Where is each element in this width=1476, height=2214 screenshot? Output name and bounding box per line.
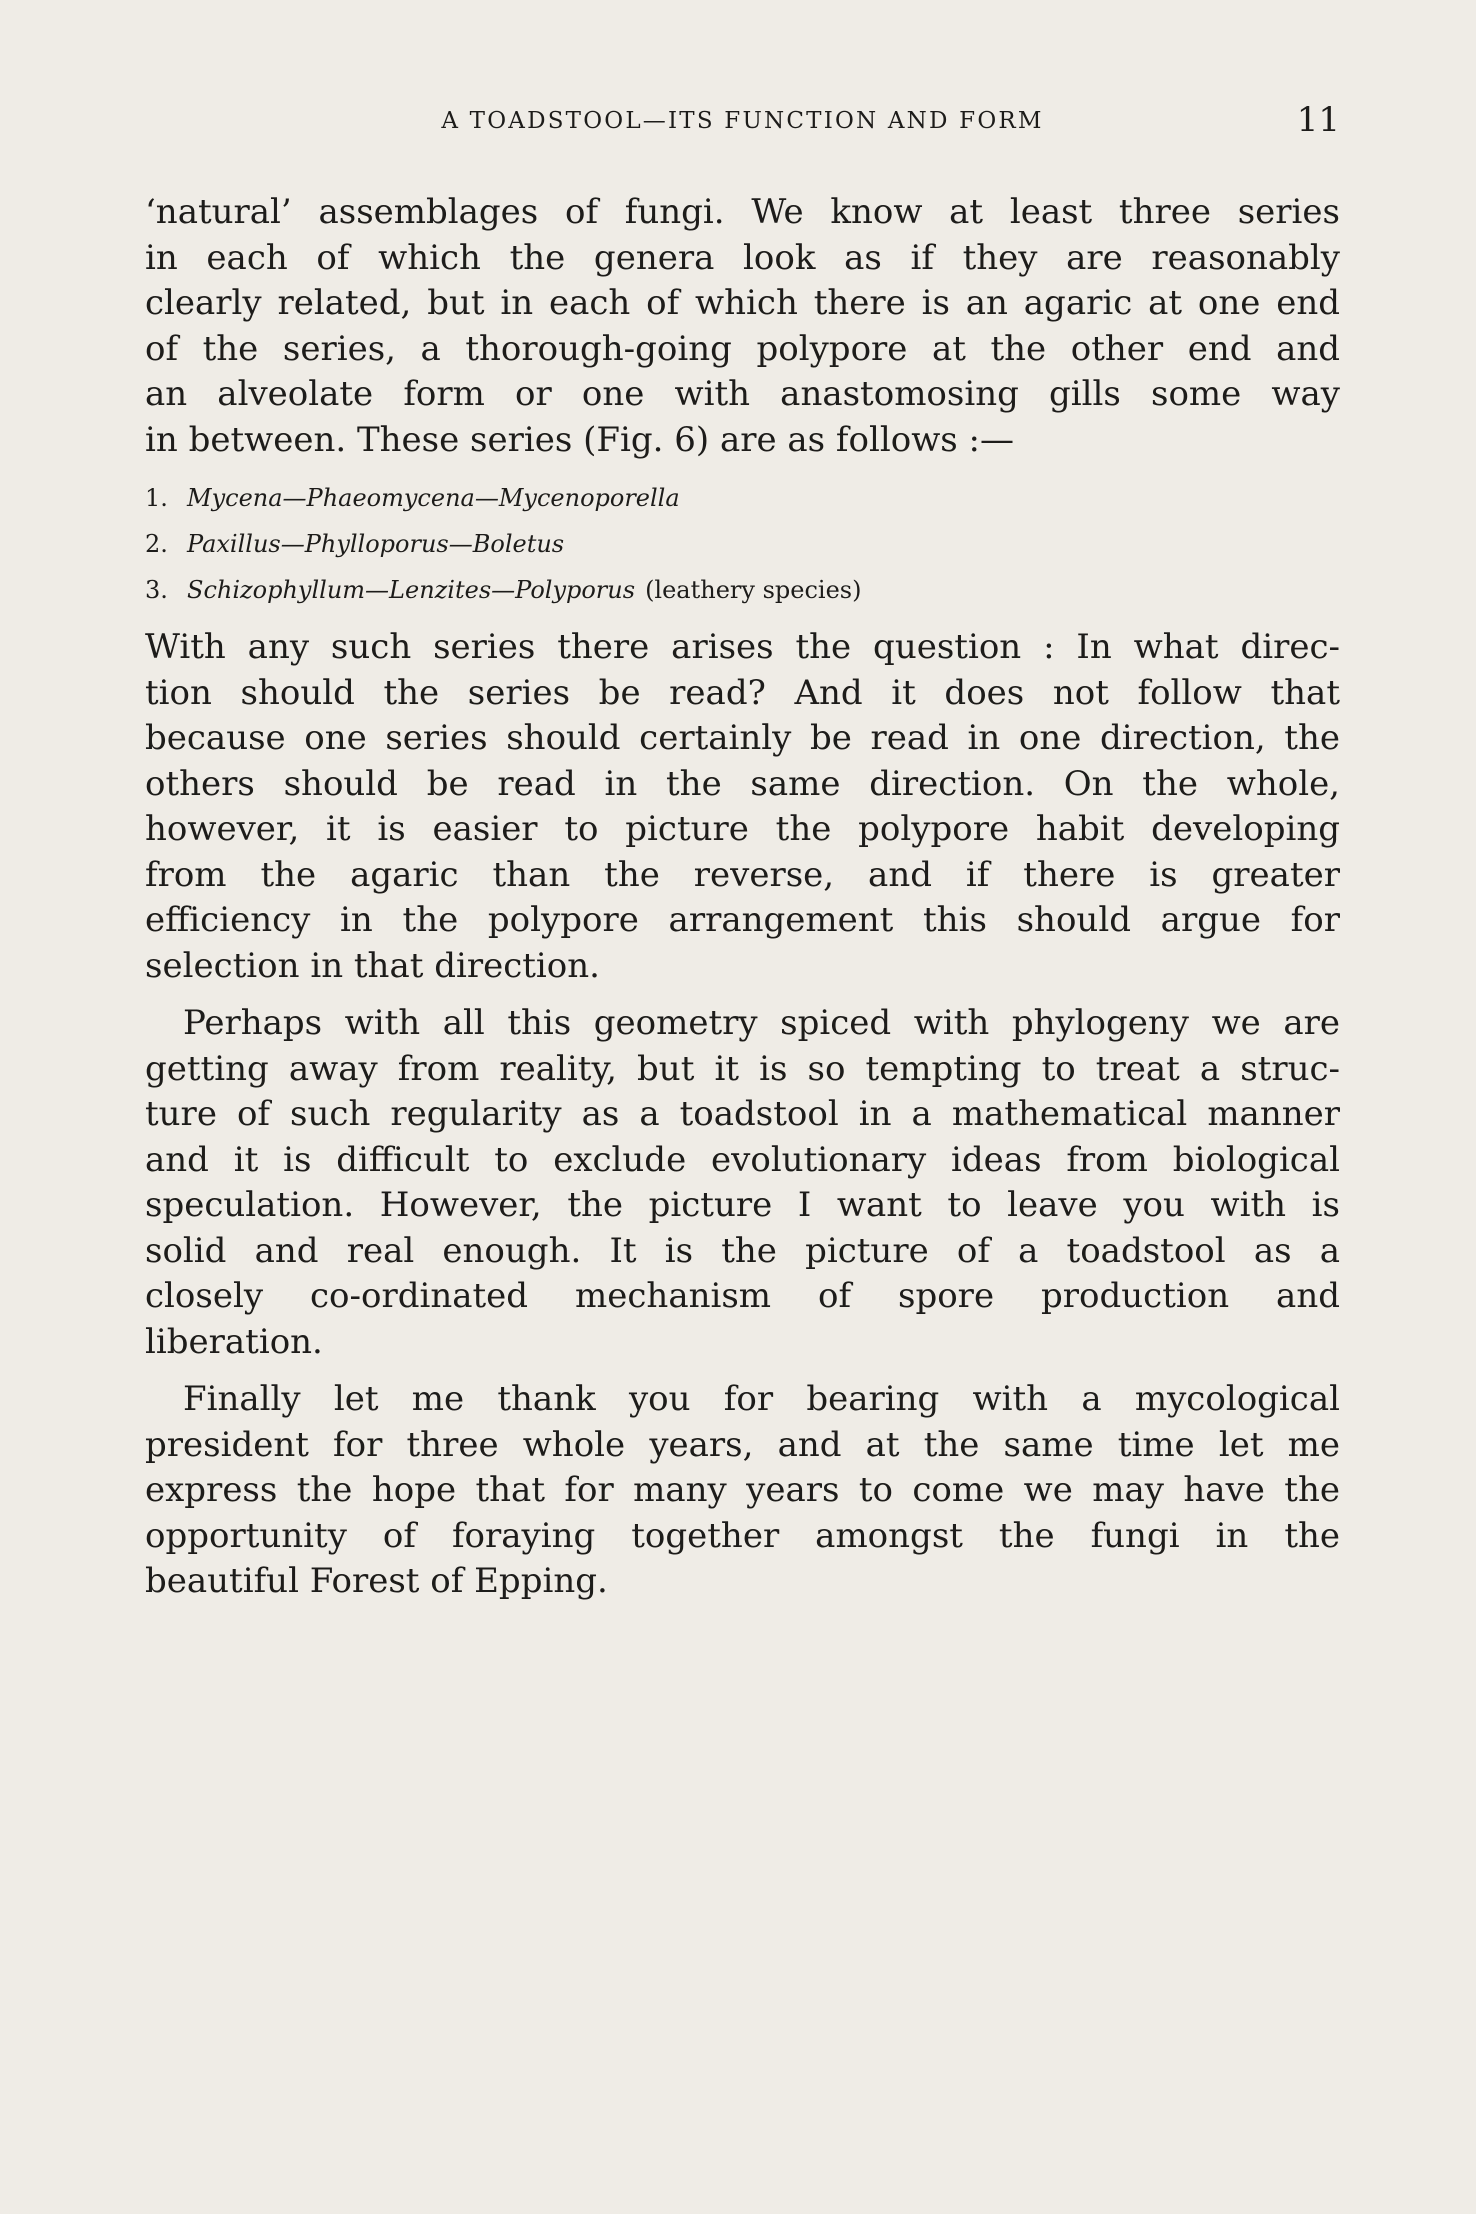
series-names: Paxillus—Phylloporus—Boletus — [187, 530, 565, 558]
paragraph-geometry — [145, 1001, 1340, 1365]
text-line: president for three whole years, and at the same time let me — [145, 1424, 1340, 1465]
series-names: Schizophyllum—Lenzites—Polyporus — [187, 576, 636, 604]
text-line: With any such series there arises the question : In what direc- — [145, 627, 1340, 667]
text-line: an alveolate form or one with anastomosing gills some way — [145, 374, 1340, 414]
text-line: opportunity of foraying together amongst the fungi in the — [145, 1515, 1340, 1556]
text-line: clearly related, but in each of which there is an agaric at one end — [145, 283, 1340, 323]
series-number: 1. — [145, 484, 168, 512]
text-line: beautiful Forest of Epping. — [145, 1561, 608, 1601]
text-line: others should be read in the same direction. On the whole, — [145, 763, 1340, 804]
text-line: ture of such regularity as a toadstool in a mathematical manner — [145, 1094, 1340, 1134]
paragraph-closing — [145, 1377, 1340, 1605]
series-number: 3. — [145, 576, 168, 604]
text-line: in each of which the genera look as if they are reasonably — [145, 237, 1340, 278]
series-names: Mycena—Phaeomycena—Mycenoporella — [187, 484, 680, 512]
text-line: tion should the series be read? And it does not follow that — [145, 672, 1340, 713]
text-line: ‘natural’ assemblages of fungi. We know at least three series — [145, 192, 1340, 232]
running-title: A TOADSTOOL—ITS FUNCTION AND FORM — [441, 108, 1044, 134]
text-line: Perhaps with all this geometry spiced with phylogeny we are — [183, 1003, 1340, 1043]
paragraph-intro — [145, 190, 1340, 463]
page-number: 11 — [1296, 100, 1340, 140]
series-note: (leathery species) — [645, 576, 862, 604]
text-line: of the series, a thorough-going polypore at the other end and — [145, 328, 1340, 369]
text-line: selection in that direction. — [145, 945, 600, 986]
text-line: Finally let me thank you for bearing with a mycological — [183, 1379, 1340, 1419]
series-number: 2. — [145, 530, 168, 558]
series-item — [145, 521, 1340, 567]
text-line: and it is difficult to exclude evolutionary ideas from biological — [145, 1139, 1340, 1180]
series-list — [145, 475, 1340, 613]
text-line: because one series should certainly be read in one direction, the — [145, 718, 1340, 758]
running-head — [145, 100, 1340, 150]
text-line: liberation. — [145, 1321, 323, 1362]
text-line: express the hope that for many years to come we may have the — [145, 1470, 1340, 1510]
text-line: closely co-ordinated mechanism of spore production and — [145, 1276, 1340, 1316]
text-line: getting away from reality, but it is so tempting to treat a struc- — [145, 1048, 1340, 1089]
series-item — [145, 567, 1340, 613]
paragraph-direction — [145, 625, 1340, 989]
series-item — [145, 475, 1340, 521]
text-line: efficiency in the polypore arrangement this should argue for — [145, 900, 1340, 940]
text-line: in between. These series (Fig. 6) are as follows :— — [145, 419, 1015, 460]
text-line: however, it is easier to picture the polypore habit developing — [145, 809, 1340, 849]
text-line: from the agaric than the reverse, and if there is greater — [145, 854, 1340, 895]
text-line: solid and real enough. It is the picture of a toadstool as a — [145, 1230, 1340, 1271]
body-text — [145, 190, 1340, 1605]
text-line: speculation. However, the picture I want to leave you with is — [145, 1185, 1340, 1225]
